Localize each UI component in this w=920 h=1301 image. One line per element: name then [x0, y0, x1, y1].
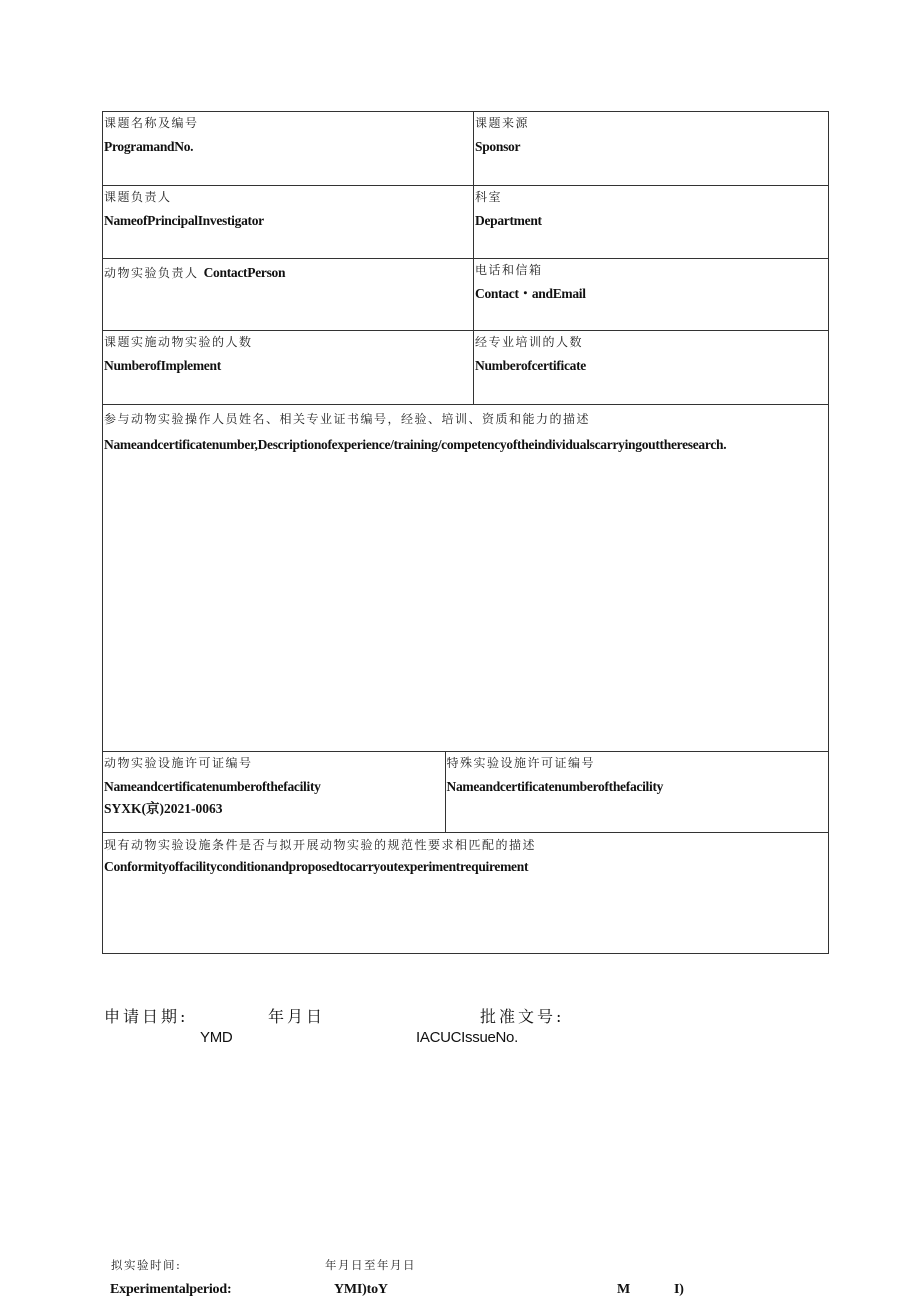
pi-label-zh: 课题负责人 — [104, 190, 172, 204]
implement-cell[interactable] — [103, 331, 474, 405]
conformity-cell[interactable] — [103, 833, 829, 954]
sponsor-cell[interactable] — [474, 112, 829, 186]
row-investigator — [103, 186, 829, 259]
pi-label-en: NameofPrincipalInvestigator — [104, 213, 264, 228]
contact-person-label-zh: 动物实验负责人 — [104, 266, 199, 280]
apply-date-ymd-en: YMD — [200, 1029, 233, 1046]
contact-person-cell[interactable] — [103, 259, 474, 331]
license-row-cell — [103, 752, 829, 833]
certificate-cell[interactable] — [474, 331, 829, 405]
row-license — [103, 752, 829, 833]
period-end-marker: I) — [674, 1282, 684, 1297]
apply-date-ymd-zh: 年月日 — [268, 1007, 326, 1026]
special-license-label-en: Nameandcertificatenumberofthefacility — [446, 779, 664, 794]
pi-cell[interactable] — [103, 186, 474, 259]
special-license-cell[interactable] — [445, 752, 829, 832]
row-numbers — [103, 331, 829, 405]
row-program — [103, 112, 829, 186]
department-cell[interactable] — [474, 186, 829, 259]
row-personnel — [103, 405, 829, 752]
approval-number-label: 批准文号: — [480, 1007, 565, 1026]
certificate-label-zh: 经专业培训的人数 — [475, 335, 584, 349]
facility-license-value: SYXK(京)2021-0063 — [104, 801, 223, 816]
sponsor-label-en: Sponsor — [475, 139, 521, 154]
apply-date-label: 申请日期: — [104, 1007, 189, 1026]
contact-email-cell[interactable] — [474, 259, 829, 331]
contact-email-label-en: Contact・andEmail — [475, 286, 586, 301]
period-range-zh: 年月日至年月日 — [325, 1258, 416, 1272]
implement-label-zh: 课题实施动物实验的人数 — [104, 335, 253, 349]
department-label-en: Department — [475, 213, 542, 228]
facility-license-label-en: Nameandcertificatenumberofthefacility — [104, 779, 321, 794]
certificate-label-en: Numberofcertificate — [475, 358, 586, 373]
personnel-label-en: Nameandcertificatenumber,Descriptionofexperience/training/competencyoftheindividualscarryingouttheresearch. — [104, 437, 727, 452]
period-label-zh: 拟实验时间: — [111, 1258, 182, 1272]
department-label-zh: 科室 — [475, 190, 503, 204]
license-subtable — [103, 752, 829, 832]
facility-license-label-zh: 动物实验设施许可证编号 — [104, 756, 253, 770]
period-range-en: YMI)toY — [334, 1282, 388, 1297]
personnel-label-zh: 参与动物实验操作人员姓名、相关专业证书编号，经验、培训、资质和能力的描述 — [104, 412, 591, 426]
program-label-en: ProgramandNo. — [104, 139, 194, 154]
conformity-label-en: Conformityoffacilityconditionandproposedtocarryoutexperimentrequirement — [104, 859, 529, 874]
implement-label-en: NumberofImplement — [104, 358, 221, 373]
row-conformity — [103, 833, 829, 954]
period-month-marker: M — [617, 1282, 631, 1297]
approval-number-en: IACUCIssueNo. — [416, 1029, 518, 1046]
conformity-label-zh: 现有动物实验设施条件是否与拟开展动物实验的规范性要求相匹配的描述 — [104, 838, 537, 852]
contact-person-label-en: ContactPerson — [203, 265, 286, 280]
facility-license-cell[interactable] — [103, 752, 445, 832]
period-label-en: Experimentalperiod: — [110, 1282, 232, 1297]
sponsor-label-zh: 课题来源 — [475, 116, 530, 130]
special-license-label-zh: 特殊实验设施许可证编号 — [446, 756, 596, 770]
contact-email-label-zh: 电话和信箱 — [475, 263, 543, 277]
program-cell[interactable] — [103, 112, 474, 186]
personnel-cell[interactable] — [103, 405, 829, 752]
row-contact — [103, 259, 829, 331]
application-form-table — [102, 111, 829, 954]
program-label-zh: 课题名称及编号 — [104, 116, 199, 130]
